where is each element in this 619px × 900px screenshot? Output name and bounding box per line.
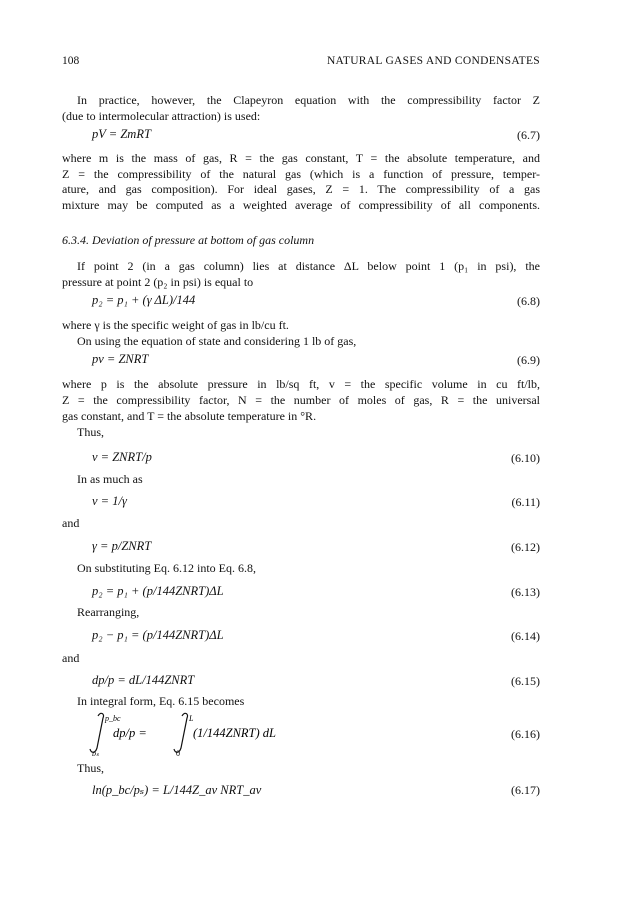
equation-6-15: dp/p = dL/144ZNRT bbox=[92, 673, 195, 687]
text-line: and bbox=[62, 516, 80, 530]
equation-6-7: pV = ZmRT bbox=[92, 127, 151, 141]
integral-right-integrand: (1/144ZNRT) dL bbox=[193, 726, 277, 740]
equation-number: (6.10) bbox=[511, 451, 540, 465]
integral-lower-limit: pₛ bbox=[92, 749, 99, 756]
text-line: In integral form, Eq. 6.15 becomes bbox=[77, 694, 245, 708]
equation-number: (6.14) bbox=[511, 629, 540, 643]
equation-number: (6.9) bbox=[517, 353, 540, 367]
text-line: mixture may be computed as a weighted average of compressibility of all components. bbox=[62, 198, 540, 212]
integral-upper-limit: L bbox=[189, 714, 194, 723]
text-line: where p is the absolute pressure in lb/sq ft, v = the specific volume in cu ft/lb, bbox=[62, 377, 540, 391]
equation-6-11: v = 1/γ bbox=[92, 494, 127, 508]
equation-number: (6.7) bbox=[517, 128, 540, 142]
text-line: Z = the compressibility factor, N = the number of moles of gas, R = the universal bbox=[62, 393, 540, 407]
equation-6-14: p₂ − p₁ = (p/144ZNRT)ΔL bbox=[92, 628, 224, 642]
section-title: 6.3.4. Deviation of pressure at bottom of gas column bbox=[62, 233, 315, 247]
equation-6-12: γ = p/ZNRT bbox=[92, 539, 152, 553]
equation-number: (6.16) bbox=[511, 727, 540, 741]
text-line: Thus, bbox=[77, 425, 104, 439]
text-line: where γ is the specific weight of gas in lb/cu ft. bbox=[62, 318, 289, 332]
equation-number: (6.15) bbox=[511, 674, 540, 688]
text-line: Z = the compressibility of the natural gas (which is a function of pressure, temper- bbox=[62, 167, 540, 181]
equation-number: (6.12) bbox=[511, 540, 540, 554]
running-title: NATURAL GASES AND CONDENSATES bbox=[326, 55, 540, 67]
equation-number: (6.8) bbox=[517, 294, 540, 308]
equation-number: (6.13) bbox=[511, 585, 540, 599]
equation-6-10: v = ZNRT/p bbox=[92, 450, 152, 464]
integral-sign-icon bbox=[174, 713, 188, 752]
text-line: In practice, however, the Clapeyron equation with the compressibility factor Z bbox=[77, 93, 540, 107]
equation-6-8: p₂ = p₁ + (γ ΔL)/144 bbox=[92, 293, 196, 307]
integral-lower-limit: 0 bbox=[176, 749, 180, 756]
text-line: and bbox=[62, 651, 80, 665]
equation-6-13: p₂ = p₁ + (p/144ZNRT)ΔL bbox=[92, 584, 224, 598]
equation-6-9: pv = ZNRT bbox=[92, 352, 149, 366]
text-line: On using the equation of state and considering 1 lb of gas, bbox=[77, 334, 357, 348]
text-line: On substituting Eq. 6.12 into Eq. 6.8, bbox=[77, 561, 257, 575]
equation-number: (6.11) bbox=[511, 495, 540, 509]
text-line: Rearranging, bbox=[77, 605, 140, 619]
integral-equation-svg bbox=[88, 712, 418, 756]
integral-upper-limit: p_bc bbox=[105, 714, 121, 723]
integral-left-integrand: dp/p = bbox=[113, 726, 147, 740]
text-line: pressure at point 2 (p₂ in psi) is equal to bbox=[62, 275, 254, 289]
text-line: gas constant, and T = the absolute temperature in °R. bbox=[62, 409, 317, 423]
text-line: In as much as bbox=[77, 472, 143, 486]
text-line: where m is the mass of gas, R = the gas constant, T = the absolute temperature, and bbox=[62, 151, 540, 165]
integral-sign-icon bbox=[90, 713, 104, 752]
text-line: If point 2 (in a gas column) lies at distance ΔL below point 1 (p₁ in psi), the bbox=[77, 259, 540, 273]
text-line: Thus, bbox=[77, 761, 104, 775]
page-number: 108 bbox=[62, 55, 80, 67]
equation-6-17: ln(p_bc/pₛ) = L/144Z_av NRT_av bbox=[92, 783, 262, 797]
equation-number: (6.17) bbox=[511, 783, 540, 797]
equation-6-16 bbox=[88, 712, 418, 756]
text-line: ature, and gas composition). For ideal gases, Z = 1. The compressibility of a gas bbox=[62, 182, 540, 196]
text-line: (due to intermolecular attraction) is used: bbox=[62, 109, 261, 123]
